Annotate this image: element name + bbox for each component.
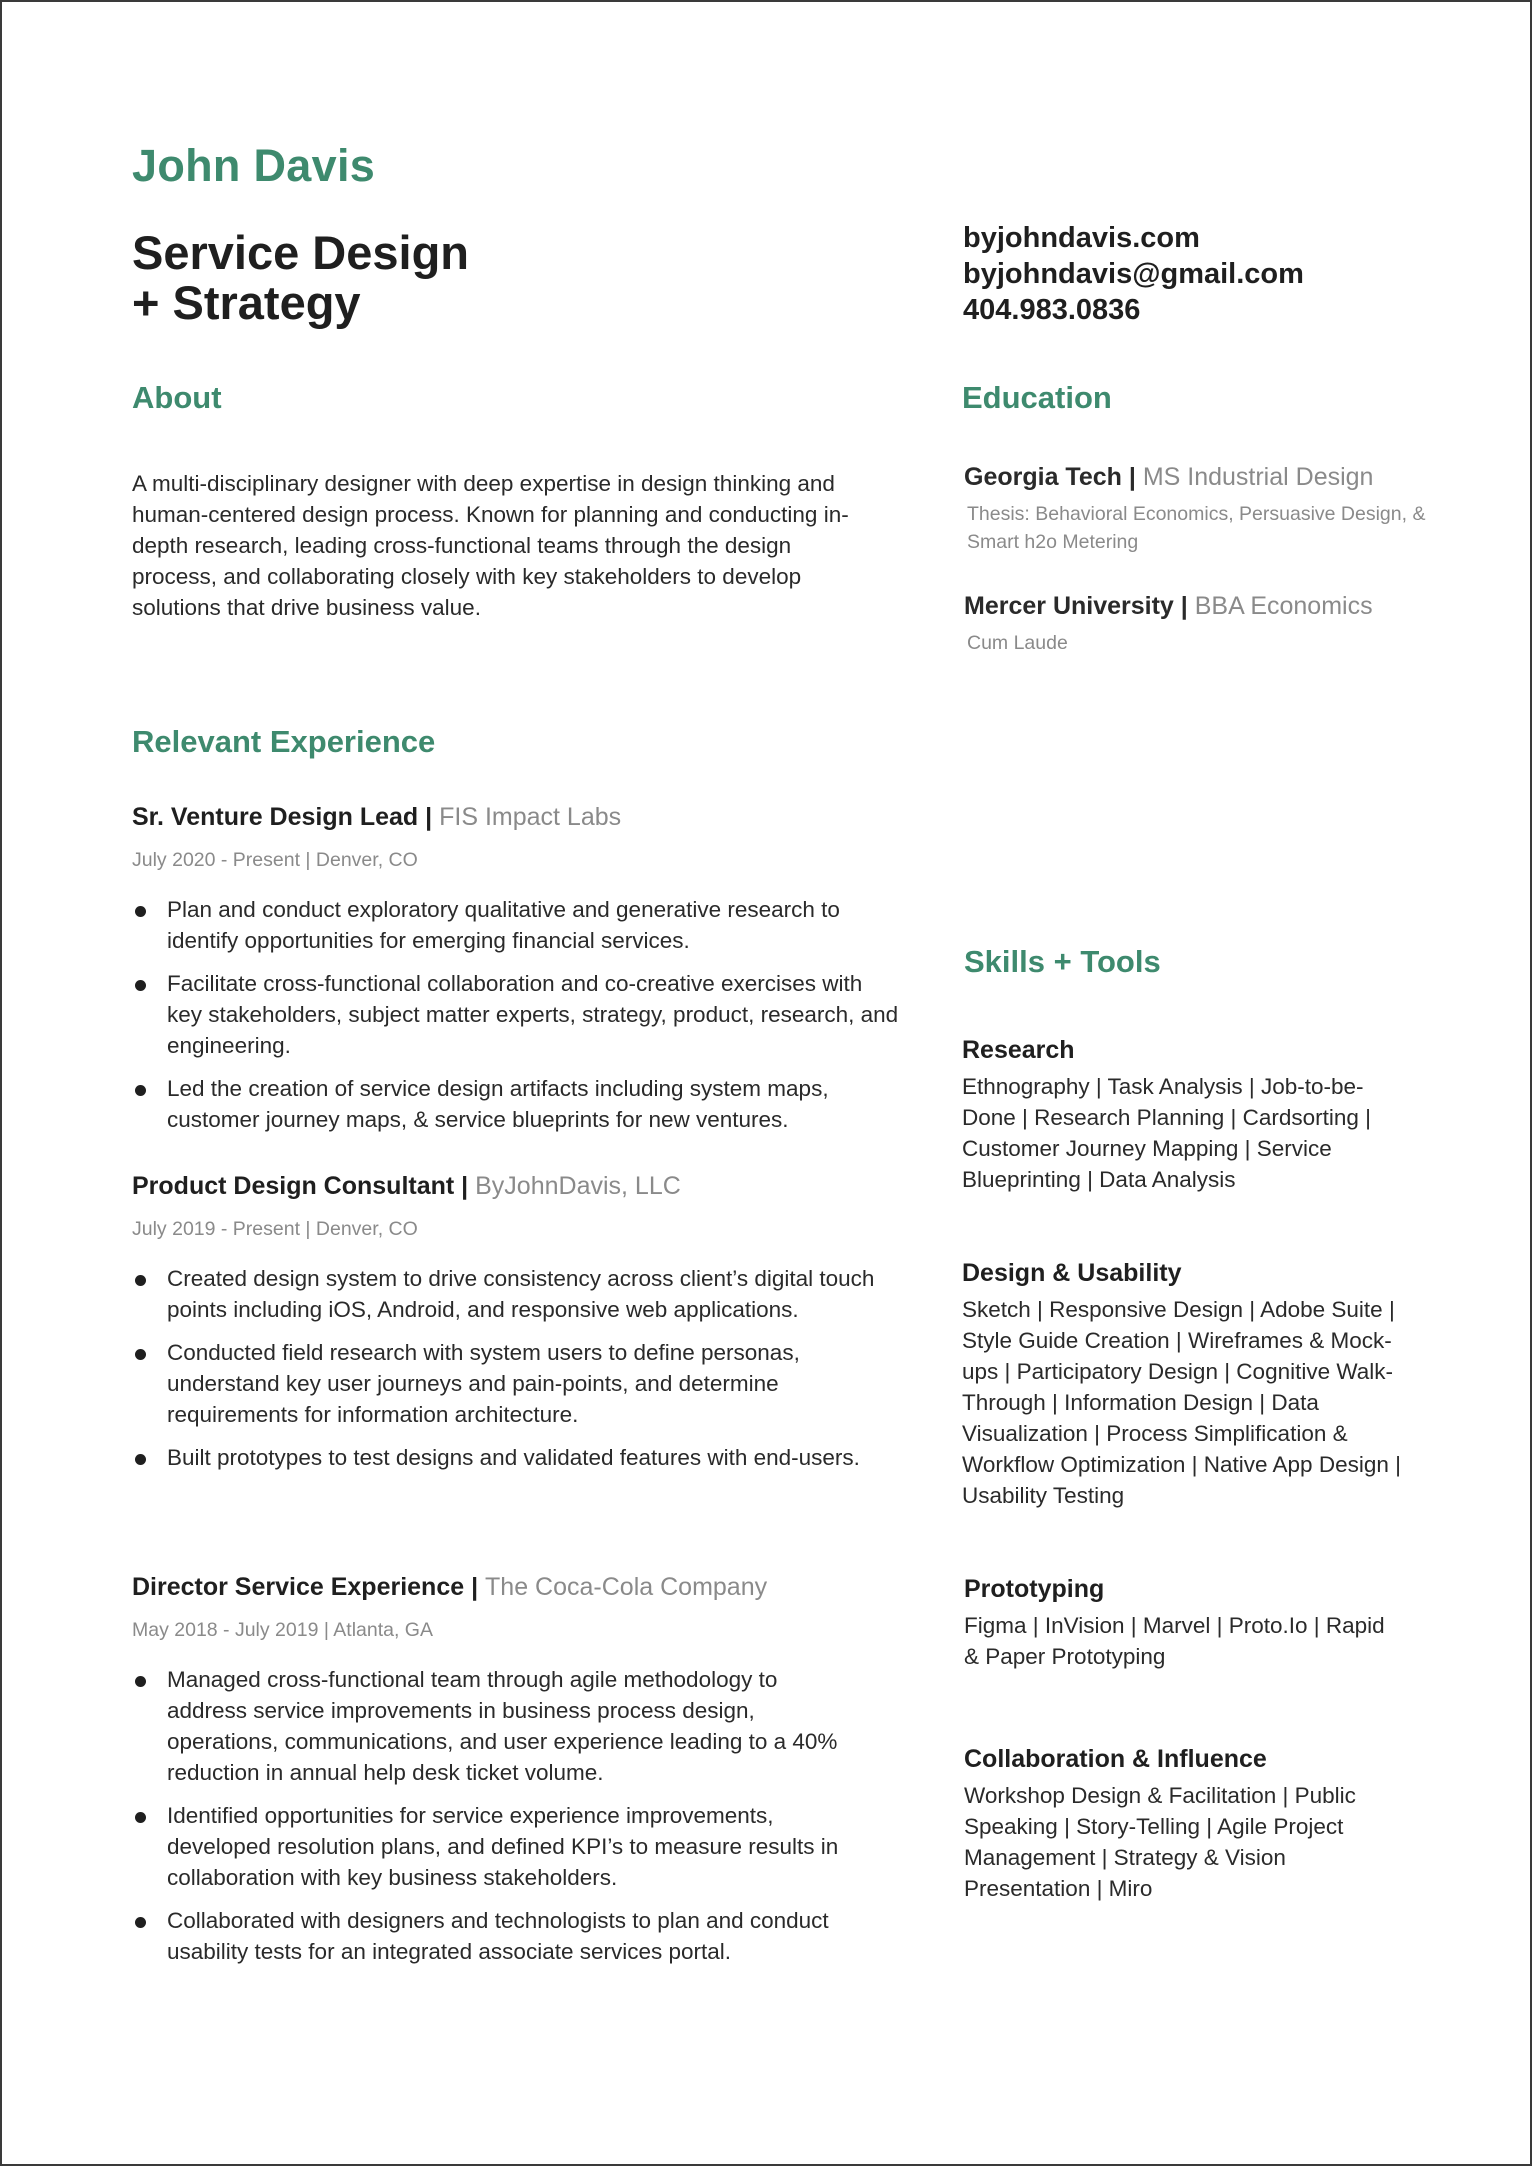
education-entry xyxy=(964,592,1444,657)
job-bullets xyxy=(132,894,902,1147)
job-company: ByJohnDavis, LLC xyxy=(475,1172,681,1200)
skills-heading: Skills + Tools xyxy=(964,944,1161,979)
education-entry xyxy=(964,463,1444,556)
candidate-name: John Davis xyxy=(132,140,376,191)
headline xyxy=(132,228,469,328)
skill-group-title: Design & Usability xyxy=(962,1259,1182,1287)
list-item: Plan and conduct exploratory qualitative and generative research to identify opportunities for emerging financial services. xyxy=(132,894,902,956)
list-item: Collaborated with designers and technologists to plan and conduct usability tests for an integrated associate services portal. xyxy=(132,1905,852,1967)
headline-line-2: + Strategy xyxy=(132,276,361,329)
education-school-line xyxy=(964,463,1444,492)
degree: MS Industrial Design xyxy=(1142,463,1374,491)
website-link[interactable]: byjohndavis.com xyxy=(963,222,1200,254)
experience-heading: Relevant Experience xyxy=(132,724,436,759)
skill-group-text: Sketch | Responsive Design | Adobe Suite | Style Guide Creation | Wireframes & Mock-ups | Participatory Design | Cognitive Walk-Through | Information Design | Data Visualization | Process Simplification & Workflow Optimization | Native App Design | Usability Testing xyxy=(962,1297,1401,1508)
list-item: Created design system to drive consistency across client’s digital touch points including iOS, Android, and responsive web applications. xyxy=(132,1263,902,1325)
about-heading: About xyxy=(132,380,222,415)
headline-line-1: Service Design xyxy=(132,226,470,279)
skill-group-text: Ethnography | Task Analysis | Job-to-be-Done | Research Planning | Cardsorting | Customer Journey Mapping | Service Blueprinting | Data Analysis xyxy=(962,1074,1371,1192)
job-title-line xyxy=(132,803,621,832)
about-text: A multi-disciplinary designer with deep expertise in design thinking and human-centered design process. Known for planning and conducting in-depth research, leading cross-functional teams through the design process, and collaborating closely with key stakeholders to develop solutions that drive business value. xyxy=(132,471,849,620)
job-company: FIS Impact Labs xyxy=(439,803,622,831)
job-bullets xyxy=(132,1263,902,1485)
school-name: Georgia Tech | xyxy=(964,463,1136,491)
contact-block xyxy=(963,220,1304,328)
skill-group-text: Workshop Design & Facilitation | Public Speaking | Story-Telling | Agile Project Management | Strategy & Vision Presentation | Miro xyxy=(964,1783,1356,1901)
email-link[interactable]: byjohndavis@gmail.com xyxy=(963,258,1304,290)
education-note: Thesis: Behavioral Economics, Persuasive Design, & Smart h2o Metering xyxy=(967,503,1426,553)
education-school-line xyxy=(964,592,1444,621)
school-name: Mercer University | xyxy=(964,592,1188,620)
education-note: Cum Laude xyxy=(967,632,1068,654)
skill-group-title: Collaboration & Influence xyxy=(964,1745,1267,1773)
phone-number: 404.983.0836 xyxy=(963,294,1141,326)
job-company: The Coca-Cola Company xyxy=(485,1573,768,1601)
degree: BBA Economics xyxy=(1194,592,1373,620)
job-meta: May 2018 - July 2019 | Atlanta, GA xyxy=(132,1619,433,1641)
education-heading: Education xyxy=(962,380,1112,415)
skill-group-research xyxy=(962,1036,1402,1195)
list-item: Identified opportunities for service experience improvements, developed resolution plans, and defined KPI’s to measure results in collaboration with key business stakeholders. xyxy=(132,1800,852,1893)
job-bullets xyxy=(132,1664,852,1979)
job-title-line xyxy=(132,1573,767,1602)
job-role: Product Design Consultant | xyxy=(132,1172,469,1200)
job-meta: July 2019 - Present | Denver, CO xyxy=(132,1218,418,1240)
skill-group-design xyxy=(962,1259,1402,1511)
job-role: Sr. Venture Design Lead | xyxy=(132,803,433,831)
skill-group-text: Figma | InVision | Marvel | Proto.Io | Rapid & Paper Prototyping xyxy=(964,1613,1385,1669)
list-item: Led the creation of service design artifacts including system maps, customer journey maps, & service blueprints for new ventures. xyxy=(132,1073,902,1135)
job-title-line xyxy=(132,1172,681,1201)
job-meta: July 2020 - Present | Denver, CO xyxy=(132,849,418,871)
list-item: Managed cross-functional team through agile methodology to address service improvements in business process design, operations, communications, and user experience leading to a 40% reduction in annual help desk ticket volume. xyxy=(132,1664,852,1788)
skill-group-collaboration xyxy=(964,1745,1404,1904)
skill-group-title: Prototyping xyxy=(964,1575,1105,1603)
list-item: Conducted field research with system users to define personas, understand key user journeys and pain-points, and determine requirements for information architecture. xyxy=(132,1337,902,1430)
skill-group-prototyping xyxy=(964,1575,1404,1672)
job-role: Director Service Experience | xyxy=(132,1573,479,1601)
list-item: Built prototypes to test designs and validated features with end-users. xyxy=(132,1442,902,1473)
skill-group-title: Research xyxy=(962,1036,1075,1064)
list-item: Facilitate cross-functional collaboration and co-creative exercises with key stakeholders, subject matter experts, strategy, product, research, and engineering. xyxy=(132,968,902,1061)
